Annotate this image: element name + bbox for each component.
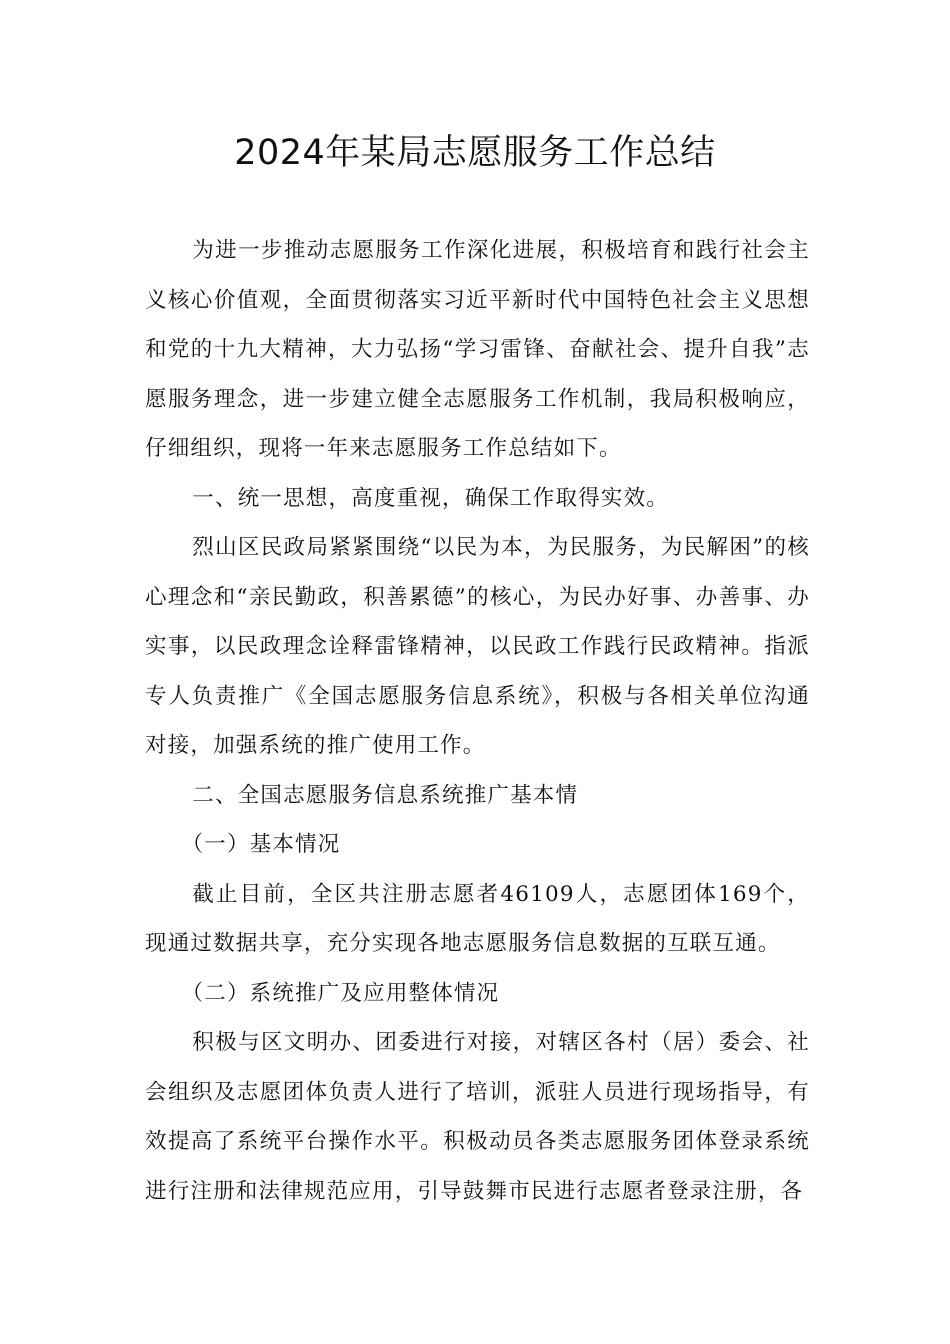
document-title: 2024年某局志愿服务工作总结 (234, 133, 716, 173)
section-heading-2: 二、全国志愿服务信息系统推广基本情 (192, 782, 579, 808)
document-body (145, 226, 810, 1216)
subsection-heading-1: （一）基本情况 (181, 832, 341, 857)
paragraph-section-1: 烈山区民政局紧紧围绕“以民为本，为民服务，为民解困”的核心理念和“亲民勤政，积善累德”的核心，为民办好事、办善事、办实事，以民政理念诠释雷锋精神，以民政工作践行民政精神。指派专人负责推广《全国志愿服务信息系统》，积极与各相关单位沟通对接，加强系统的推广使用工作。 (145, 535, 810, 758)
paragraph-system-promotion: 积极与区文明办、团委进行对接，对辖区各村（居）委会、社会组织及志愿团体负责人进行了培训，派驻人员进行现场指导，有效提高了系统平台操作水平。积极动员各类志愿服务团体登录系统进行注册和法律规范应用，引导鼓舞市民进行志愿者登录注册，各 (145, 1030, 810, 1204)
paragraph-intro: 为进一步推动志愿服务工作深化进展，积极培育和践行社会主义核心价值观，全面贯彻落实习近平新时代中国特色社会主义思想和党的十九大精神，大力弘扬“学习雷锋、奋献社会、提升自我”志愿服务理念，进一步建立健全志愿服务工作机制，我局积极响应，仔细组织，现将一年来志愿服务工作总结如下。 (145, 238, 810, 461)
section-heading-1: 一、统一思想，高度重视，确保工作取得实效。 (192, 485, 669, 511)
paragraph-basic-situation: 截止目前，全区共注册志愿者46109人，志愿团体169个，现通过数据共享，充分实现各地志愿服务信息数据的互联互通。 (145, 881, 810, 956)
subsection-heading-2: （二）系统推广及应用整体情况 (181, 980, 500, 1006)
